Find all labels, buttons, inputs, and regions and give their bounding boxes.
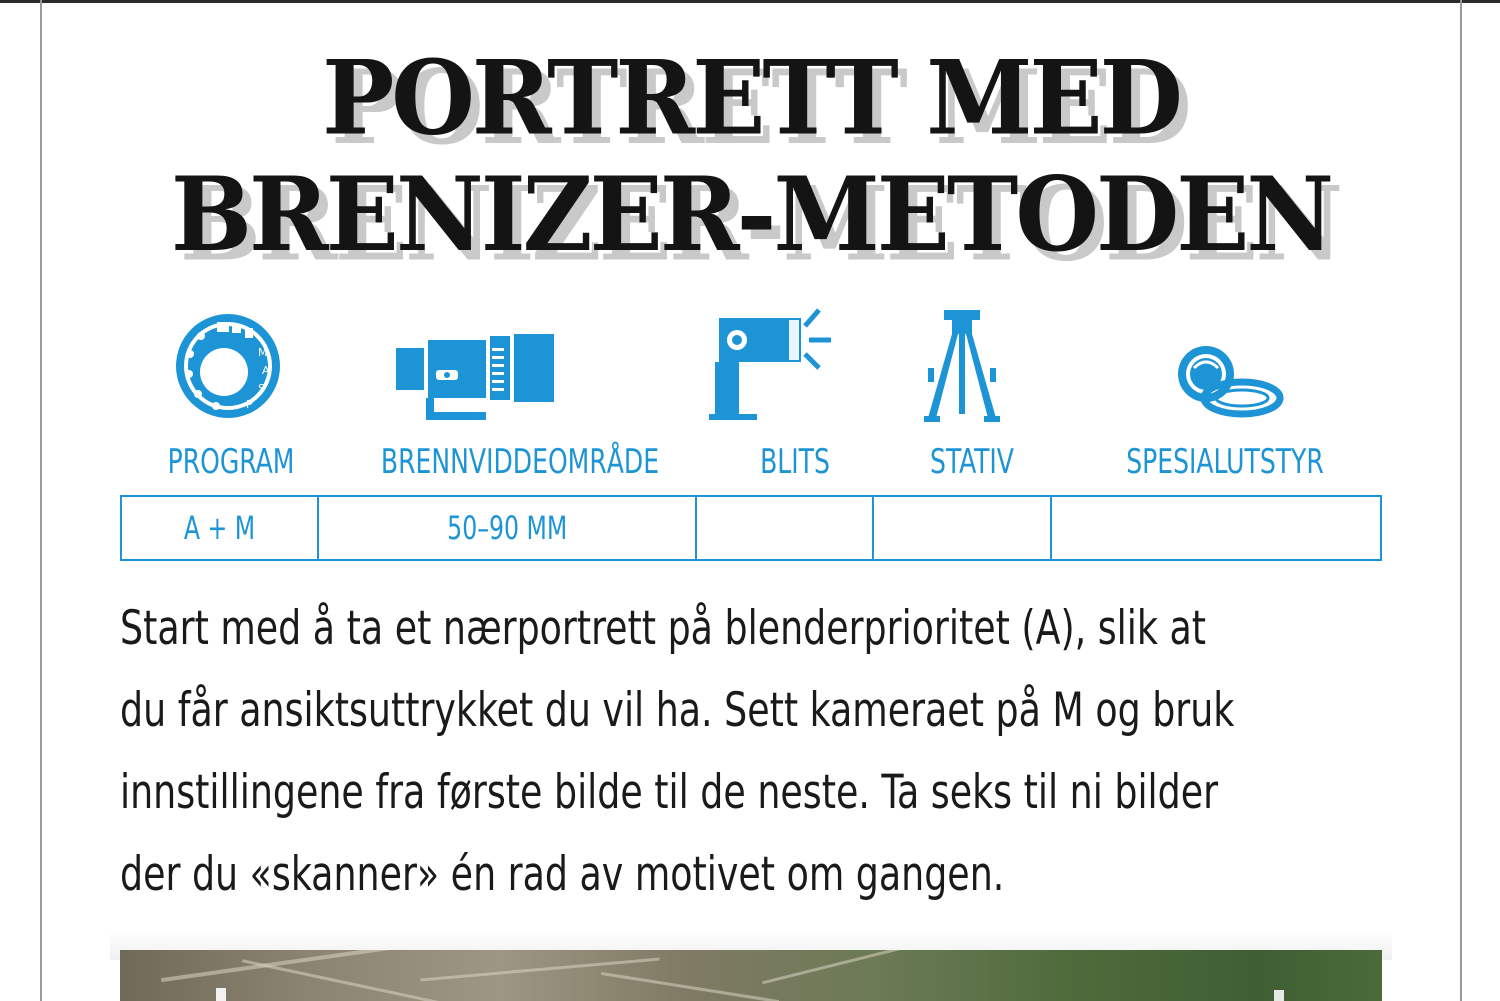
spec-cell-tripod — [874, 497, 1052, 559]
label-spesialutstyr: SPESIALUTSTYR — [1126, 442, 1324, 482]
spec-cell-flash — [697, 497, 874, 559]
dial-letter-s: S — [258, 382, 265, 395]
dial-letter-p: P — [246, 398, 253, 411]
body-line-3: innstillingene fra første bilde til de neste. Ta seks til ni bilder — [120, 765, 1219, 820]
dial-letter-a: A — [262, 364, 270, 377]
article-title — [42, 37, 1460, 275]
spec-table — [120, 495, 1382, 561]
dial-letter-m: M — [258, 346, 268, 359]
tripod-icon — [922, 308, 1002, 426]
label-brennviddeomrade: BRENNVIDDEOMRÅDE — [380, 442, 660, 482]
title-line-1: PORTRETT MED — [322, 37, 1180, 158]
top-border — [0, 0, 1500, 3]
right-border — [1460, 0, 1462, 1001]
lens-icon — [393, 334, 555, 422]
body-line-4: der du «skanner» én rad av motivet om gangen. — [120, 847, 1005, 902]
spec-cell-special-equipment — [1052, 497, 1380, 559]
body-line-1: Start med å ta et nærportrett på blenderprioritet (A), slik at — [120, 601, 1207, 656]
label-blits: BLITS — [760, 442, 830, 482]
label-program: PROGRAM — [167, 442, 295, 482]
filter-icon — [1168, 344, 1284, 422]
spec-cell-focal-range: 50–90 MM — [319, 497, 697, 559]
spec-cell-program: A + M — [122, 497, 319, 559]
body-line-2: du får ansiktsuttrykket du vil ha. Sett kameraet på M og bruk — [120, 683, 1235, 738]
label-stativ: STATIV — [930, 442, 1014, 482]
flash-icon — [705, 306, 835, 422]
article-photo — [120, 950, 1382, 1001]
body-paragraph — [120, 588, 1410, 916]
mode-dial-icon — [170, 312, 288, 420]
title-line-2: BRENIZER-METODEN — [170, 154, 1332, 275]
